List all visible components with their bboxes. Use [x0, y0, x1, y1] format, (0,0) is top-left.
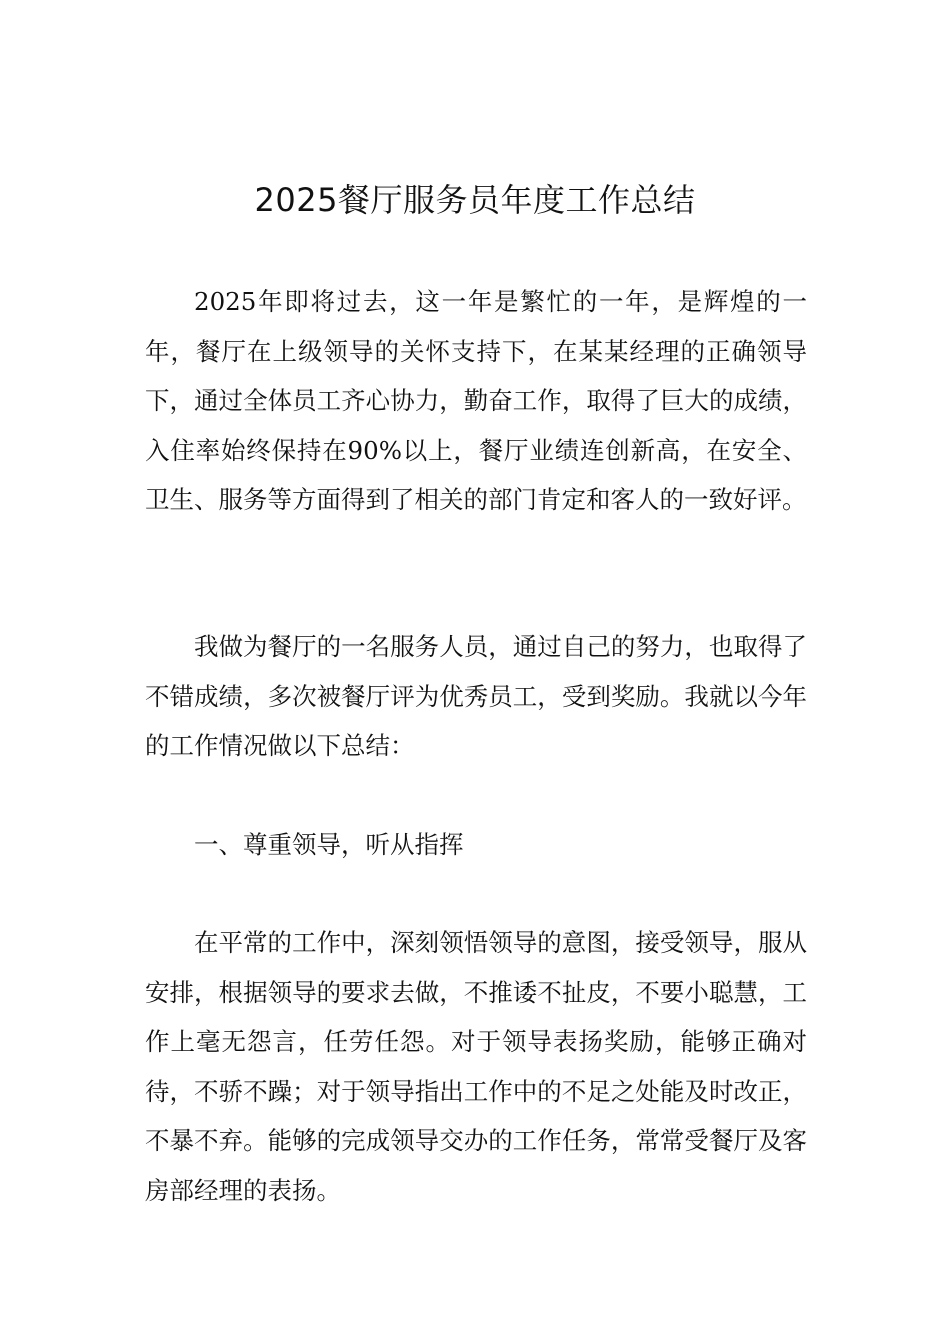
section-heading: 一、尊重领导，听从指挥 — [194, 830, 464, 859]
paragraph-intro: 2025年即将过去，这一年是繁忙的一年，是辉煌的一年，餐厅在上级领导的关怀支持下，在某某经理的正确领导下，通过全体员工齐心协力，勤奋工作，取得了巨大的成绩，入住率始终保持在90%以上，餐厅业绩连创新高，在安全、卫生、服务等方面得到了相关的部门肯定和客人的一致好评。 — [145, 287, 807, 514]
paragraph-self-summary: 我做为餐厅的一名服务人员，通过自己的努力，也取得了不错成绩，多次被餐厅评为优秀员工，受到奖励。我就以今年的工作情况做以下总结： — [145, 632, 807, 760]
document-title: 2025餐厅服务员年度工作总结 — [254, 181, 696, 219]
paragraph-section-one: 在平常的工作中，深刻领悟领导的意图，接受领导，服从安排，根据领导的要求去做，不推诿不扯皮，不要小聪慧，工作上毫无怨言，任劳任怨。对于领导表扬奖励，能够正确对待，不骄不躁；对于领导指出工作中的不足之处能及时改正，不暴不弃。能够的完成领导交办的工作任务，常常受餐厅及客房部经理的表扬。 — [145, 928, 807, 1205]
